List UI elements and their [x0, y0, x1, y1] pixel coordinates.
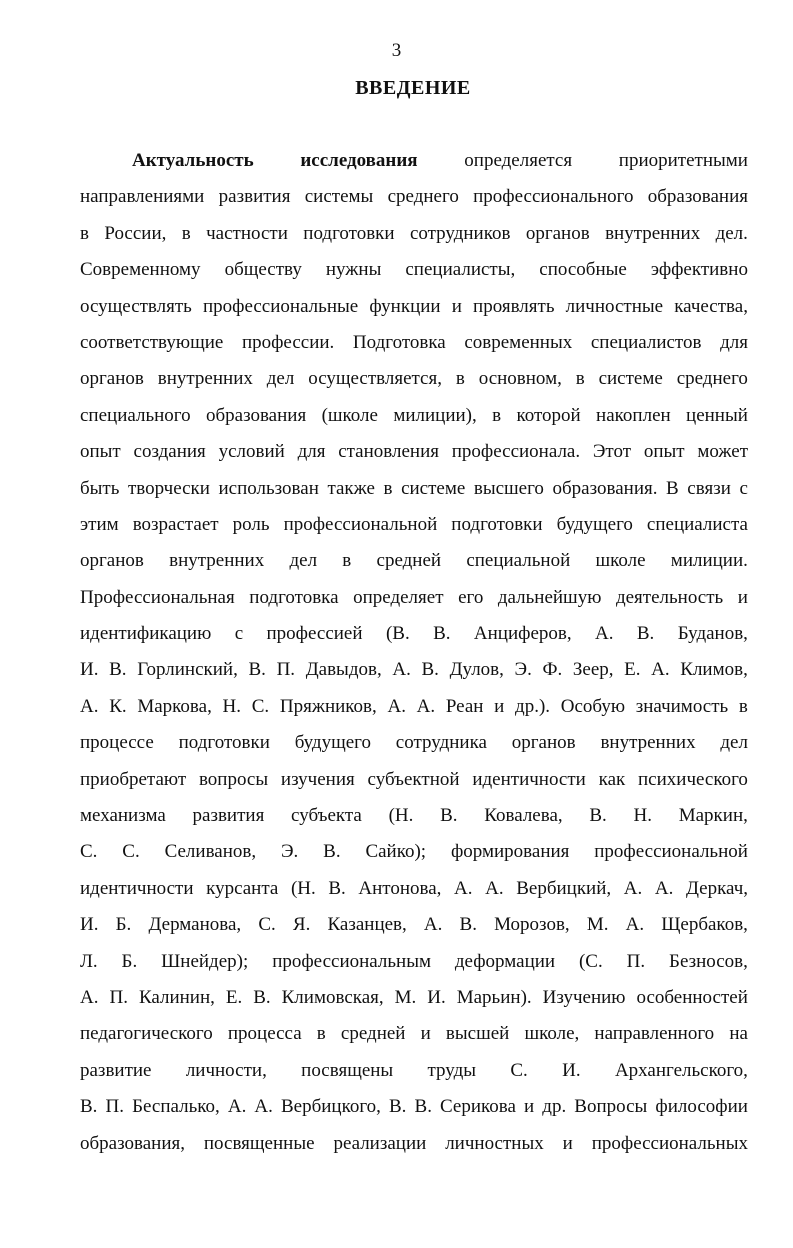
- page-number: 3: [391, 40, 402, 61]
- section-title: ВВЕДЕНИЕ: [355, 77, 471, 99]
- text-line: в России, в частности подготовки сотрудников органов внутренних дел.: [80, 222, 748, 244]
- text-line: И. Б. Дерманова, С. Я. Казанцев, А. В. Морозов, М. А. Щербаков,: [80, 914, 748, 936]
- text-line: Профессиональная подготовка определяет его дальнейшую деятельность и: [80, 586, 748, 608]
- text-line: А. К. Маркова, Н. С. Пряжников, А. А. Реан и др.). Особую значимость в: [80, 695, 748, 717]
- text-line: специального образования (школе милиции), в которой накоплен ценный: [80, 404, 748, 426]
- text-line: А. П. Калинин, Е. В. Климовская, М. И. Марьин). Изучению особенностей: [80, 986, 748, 1008]
- text-line: соответствующие профессии. Подготовка современных специалистов для: [80, 331, 748, 353]
- text-line: идентичности курсанта (Н. В. Антонова, А. А. Вербицкий, А. А. Деркач,: [80, 877, 748, 899]
- text-line: этим возрастает роль профессиональной подготовки будущего специалиста: [80, 513, 748, 535]
- text-line: процессе подготовки будущего сотрудника органов внутренних дел: [80, 732, 748, 754]
- text-line: осуществлять профессиональные функции и проявлять личностные качества,: [80, 295, 748, 317]
- text-line: идентификацию с профессией (В. В. Анциферов, А. В. Буданов,: [80, 623, 748, 645]
- text-line: быть творчески использован также в системе высшего образования. В связи с: [80, 477, 748, 499]
- text-line: Л. Б. Шнейдер); профессиональным деформации (С. П. Безносов,: [80, 950, 748, 972]
- body-text: [80, 143, 748, 1162]
- text-line: опыт создания условий для становления профессионала. Этот опыт может: [80, 441, 748, 463]
- text-line: органов внутренних дел в средней специальной школе милиции.: [80, 550, 748, 572]
- text-line: направлениями развития системы среднего профессионального образования: [80, 186, 748, 208]
- text-line: приобретают вопросы изучения субъектной идентичности как психического: [80, 768, 748, 790]
- text-line: Актуальность исследования определяется приоритетными: [132, 150, 748, 171]
- text-line: И. В. Горлинский, В. П. Давыдов, А. В. Дулов, Э. Ф. Зеер, Е. А. Климов,: [80, 659, 748, 681]
- text-line: органов внутренних дел осуществляется, в основном, в системе среднего: [80, 368, 748, 390]
- text-line: развитие личности, посвящены труды С. И. Архангельского,: [80, 1059, 748, 1081]
- text-line: педагогического процесса в средней и высшей школе, направленного на: [80, 1023, 748, 1045]
- text-line: Современному обществу нужны специалисты, способные эффективно: [80, 259, 748, 281]
- text-line: механизма развития субъекта (Н. В. Ковалева, В. Н. Маркин,: [80, 805, 748, 827]
- text-line: С. С. Селиванов, Э. В. Сайко); формирования профессиональной: [80, 841, 748, 863]
- text-line: В. П. Беспалько, А. А. Вербицкого, В. В. Серикова и др. Вопросы философии: [80, 1096, 748, 1118]
- text-line: образования, посвященные реализации личностных и профессиональных: [80, 1132, 748, 1154]
